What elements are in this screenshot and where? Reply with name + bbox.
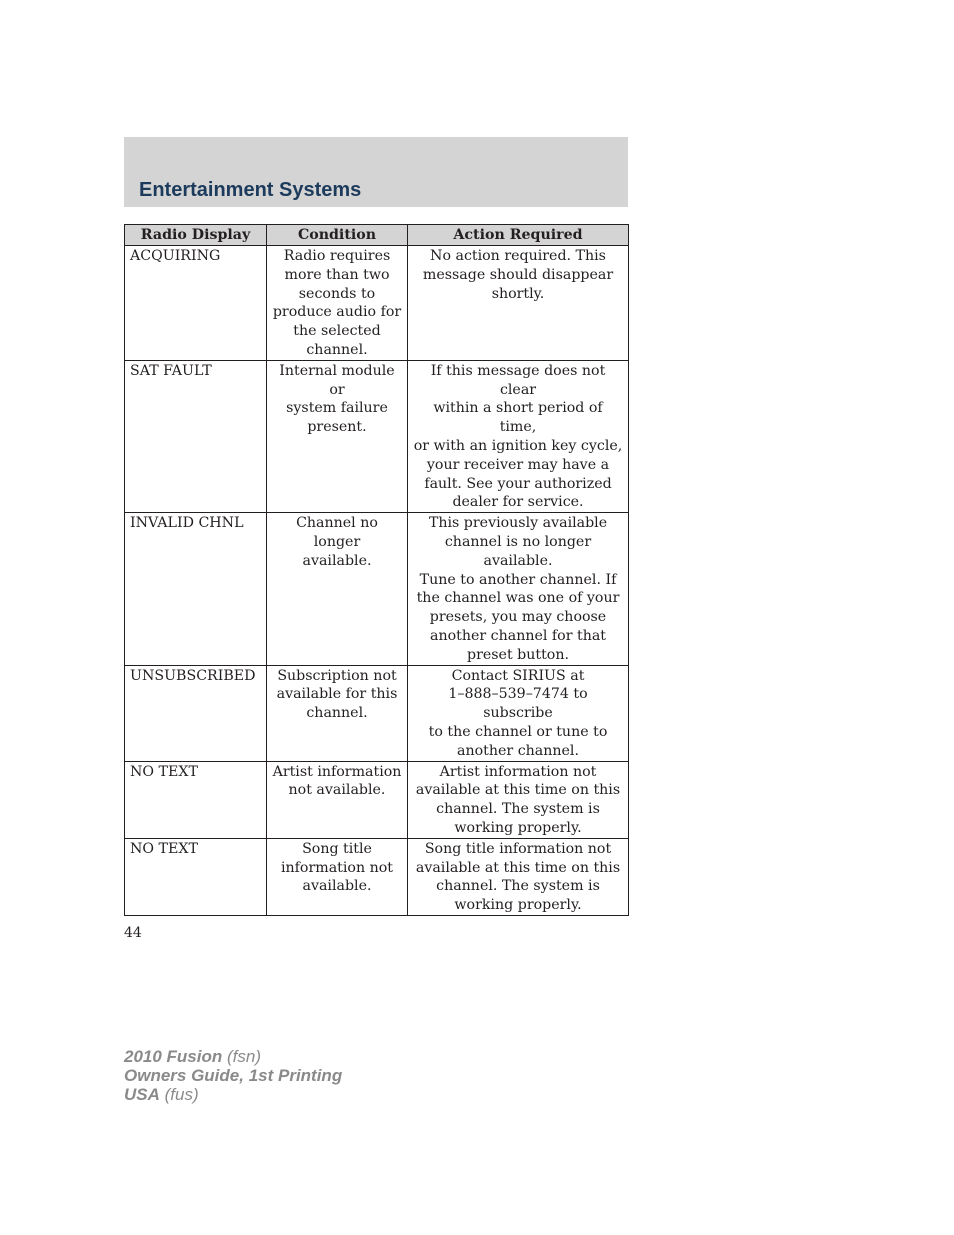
footer-line-market	[124, 1085, 342, 1104]
radio-display-cell: INVALID CHNL	[125, 513, 267, 665]
table-row	[125, 513, 629, 665]
condition-cell: Internal module or system failure present.	[267, 360, 408, 512]
radio-display-cell: NO TEXT	[125, 838, 267, 915]
column-header-radio-display: Radio Display	[125, 225, 267, 246]
condition-cell: Artist information not available.	[267, 761, 408, 838]
column-header-action-required: Action Required	[408, 225, 629, 246]
section-title: Entertainment Systems	[139, 179, 362, 201]
condition-cell: Subscription not available for this channel.	[267, 665, 408, 761]
section-header-band	[124, 137, 628, 207]
action-cell: Contact SIRIUS at 1–888–539–7474 to subscribe to the channel or tune to another channel.	[408, 665, 629, 761]
action-cell: This previously available channel is no longer available. Tune to another channel. If the channel was one of your presets, you may choose another channel for that preset button.	[408, 513, 629, 665]
radio-display-table	[124, 224, 629, 916]
footer-line-guide	[124, 1066, 342, 1085]
footer-model: 2010 Fusion	[124, 1047, 223, 1066]
radio-display-cell: SAT FAULT	[125, 360, 267, 512]
column-header-condition: Condition	[267, 225, 408, 246]
action-cell: Artist information not available at this time on this channel. The system is working properly.	[408, 761, 629, 838]
footer-market-code: (fus)	[164, 1085, 199, 1104]
condition-cell: Radio requires more than two seconds to produce audio for the selected channel.	[267, 246, 408, 361]
radio-display-cell: NO TEXT	[125, 761, 267, 838]
condition-cell: Channel no longer available.	[267, 513, 408, 665]
table-row	[125, 246, 629, 361]
table-row	[125, 360, 629, 512]
page-number: 44	[124, 925, 142, 941]
action-cell: No action required. This message should disappear shortly.	[408, 246, 629, 361]
table-row	[125, 665, 629, 761]
radio-display-cell: ACQUIRING	[125, 246, 267, 361]
print-footer	[124, 1047, 342, 1104]
table-row	[125, 838, 629, 915]
footer-line-model	[124, 1047, 342, 1066]
table-header-row	[125, 225, 629, 246]
table-row	[125, 761, 629, 838]
condition-cell: Song title information not available.	[267, 838, 408, 915]
action-cell: Song title information not available at this time on this channel. The system is working properly.	[408, 838, 629, 915]
footer-guide: Owners Guide, 1st Printing	[124, 1066, 343, 1085]
radio-display-cell: UNSUBSCRIBED	[125, 665, 267, 761]
footer-market: USA	[124, 1085, 160, 1104]
footer-model-code: (fsn)	[227, 1047, 261, 1066]
action-cell: If this message does not clear within a short period of time, or with an ignition key cycle, your receiver may have a fault. See your authorized dealer for service.	[408, 360, 629, 512]
